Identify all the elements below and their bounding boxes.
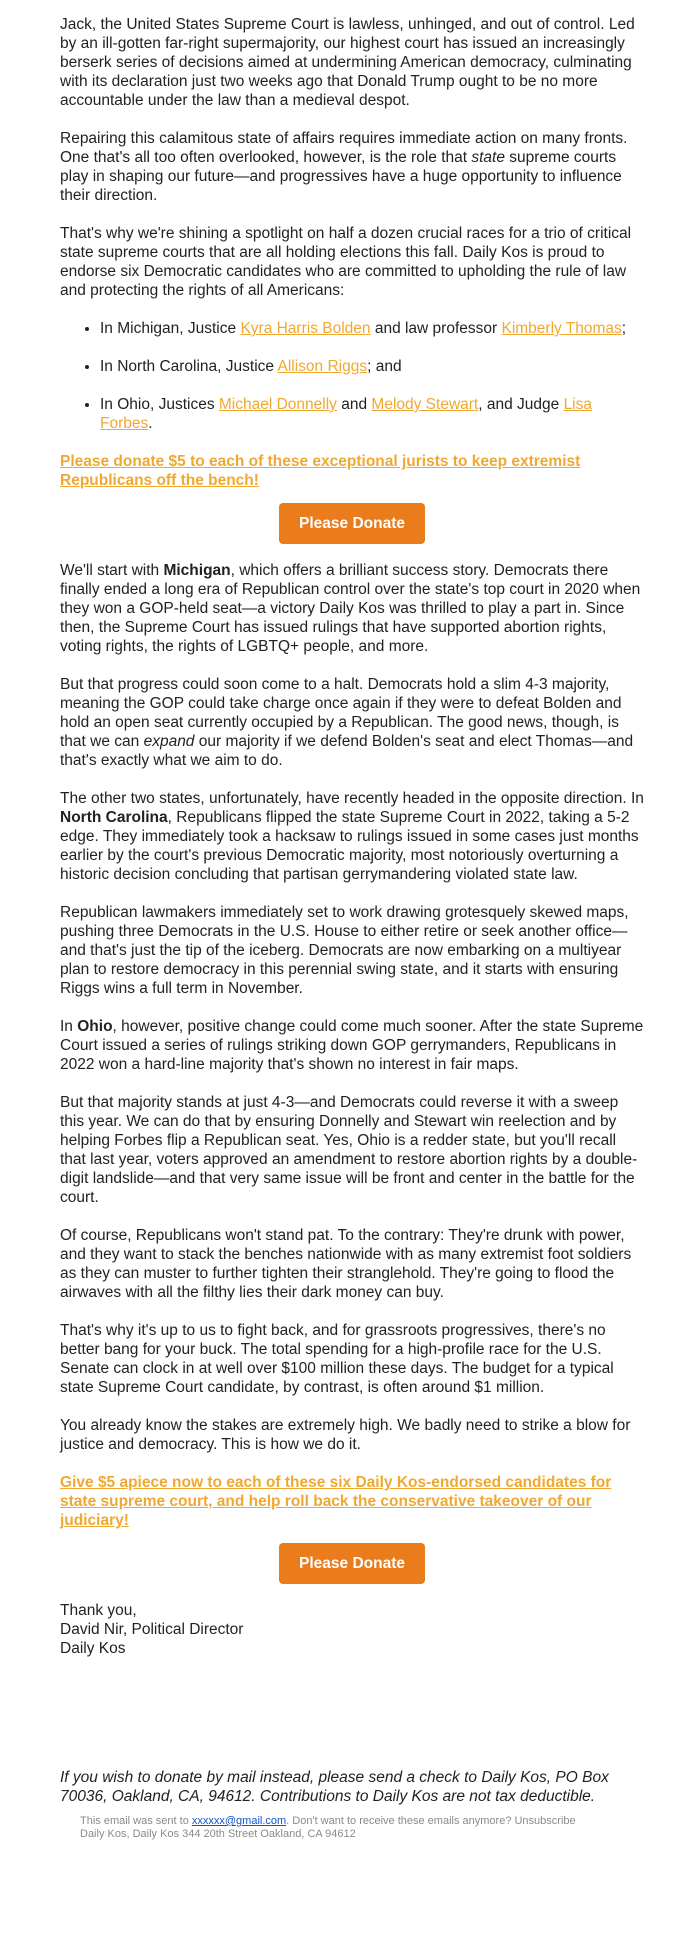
intro-paragraph-1: Jack, the United States Supreme Court is lawless, unhinged, and out of control. Led by an ill-gotten far-right supermajority, our highest court has issued an increasingly berserk series of decisions aimed at undermining American democracy, culminating with its declaration just two weeks ago that Donald Trump ought to be no more accountable under the law than a medieval despot. <box>60 16 635 109</box>
donate-by-mail-note: If you wish to donate by mail instead, please send a check to Daily Kos, PO Box 70036, Oakland, CA, 94612. Contributions to Daily Kos are not tax deductible. <box>60 1769 609 1805</box>
please-donate-button-1[interactable]: Please Donate <box>279 503 425 544</box>
fight-back-paragraph: That's why it's up to us to fight back, and for grassroots progressives, there's no better bang for your buck. The total spending for a high-profile race for the U.S. Senate can clock in at well over $100 million these days. The budget for a typical state Supreme Court candidate, by contrast, is often around $1 million. <box>60 1322 614 1396</box>
recipient-email-link[interactable]: xxxxxx@gmail.com <box>191 1815 287 1827</box>
endorsed-races-list <box>60 319 644 433</box>
ohio-paragraph: In Ohio, however, positive change could come much sooner. After the state Supreme Court issued a series of rulings striking down GOP gerrymanders, Republicans in 2022 won a hard-line majority that's shown no interest in fair maps. <box>60 1018 644 1073</box>
footer-sent-to: This email was sent to xxxxxx@gmail.com. Don't want to receive these emails anymore? Unsubscribe <box>80 1815 576 1827</box>
signoff <box>60 1601 644 1658</box>
candidate-link-donnelly[interactable]: Michael Donnelly <box>218 396 337 413</box>
donate-cta-link-2[interactable]: Give $5 apiece now to each of these six Daily Kos-endorsed candidates for state supreme court, and help roll back the conservative takeover of our judiciary! <box>60 1474 612 1529</box>
signoff-organization: Daily Kos <box>60 1640 126 1657</box>
stakes-paragraph: You already know the stakes are extremely high. We badly need to strike a blow for justice and democracy. This is how we do it. <box>60 1417 631 1453</box>
intro-paragraph-3: That's why we're shining a spotlight on half a dozen crucial races for a trio of critical state supreme courts that are all holding elections this fall. Daily Kos is proud to endorse six Democratic candidates who are committed to upholding the rule of law and protecting the rights of all Americans: <box>60 225 632 299</box>
signoff-author: David Nir, Political Director <box>60 1621 244 1638</box>
republicans-paragraph: Of course, Republicans won't stand pat. To the contrary: They're drunk with power, and they want to stack the benches nationwide with as many extremist foot soldiers as they can muster to further tighten their stranglehold. They're going to flood the airwaves with all the filthy lies their dark money can buy. <box>60 1227 632 1301</box>
footer-address: Daily Kos, Daily Kos 344 20th Street Oakland, CA 94612 <box>80 1828 356 1840</box>
maps-paragraph: Republican lawmakers immediately set to work drawing grotesquely skewed maps, pushing three Democrats in the U.S. House to either retire or seek another office—and that's just the tip of the iceberg. Democrats are now embarking on a multiyear plan to restore democracy in this perennial swing state, and it starts with ensuring Riggs wins a full term in November. <box>60 904 629 997</box>
email-footer <box>80 1815 644 1841</box>
candidate-link-thomas[interactable]: Kimberly Thomas <box>501 320 622 337</box>
intro-paragraph-2: Repairing this calamitous state of affairs requires immediate action on many fronts. One that's all too often overlooked, however, is the role that state supreme courts play in shaping our future—and progressives have a huge opportunity to influence their direction. <box>60 130 628 204</box>
list-item-michigan: • In Michigan, Justice Kyra Harris Bolden and law professor Kimberly Thomas; <box>100 319 644 338</box>
candidate-link-stewart[interactable]: Melody Stewart <box>371 396 479 413</box>
candidate-link-riggs[interactable]: Allison Riggs <box>277 358 368 375</box>
please-donate-button-2[interactable]: Please Donate <box>279 1543 425 1584</box>
north-carolina-paragraph: The other two states, unfortunately, have recently headed in the opposite direction. In North Carolina, Republicans flipped the state Supreme Court in 2022, taking a 5-2 edge. They immediately took a hacksaw to rulings issued in some cases just months earlier by the court's previous Democratic majority, most notoriously overturning a historic decision concluding that partisan gerrymandering violated state law. <box>60 790 644 883</box>
unsubscribe-text[interactable]: . Don't want to receive these emails anymore? Unsubscribe <box>286 1815 576 1827</box>
email-body <box>60 0 644 1841</box>
candidate-link-forbes[interactable]: Lisa Forbes <box>100 396 592 432</box>
ohio-majority-paragraph: But that majority stands at just 4-3—and Democrats could reverse it with a sweep this year. We can do that by ensuring Donnelly and Stewart win reelection and by helping Forbes flip a Republican seat. Yes, Ohio is a redder state, but you'll recall that last year, voters approved an amendment to restore abortion rights by a double-digit landslide—and that very same issue will be front and center in the battle for the court. <box>60 1094 638 1206</box>
candidate-link-bolden[interactable]: Kyra Harris Bolden <box>240 320 371 337</box>
michigan-paragraph: We'll start with Michigan, which offers a brilliant success story. Democrats there finally ended a long era of Republican control over the state's top court in 2020 when they won a GOP-held seat—a victory Daily Kos was thrilled to play a part in. Since then, the Supreme Court has issued rulings that have supported abortion rights, voting rights, the rights of LGBTQ+ people, and more. <box>60 562 641 655</box>
donate-button-row-2 <box>60 1543 644 1584</box>
donate-cta-link-1[interactable]: Please donate $5 to each of these exceptional jurists to keep extremist Republicans off the bench! <box>60 453 581 489</box>
signoff-thanks: Thank you, <box>60 1602 137 1619</box>
donate-button-row-1 <box>60 503 644 544</box>
list-item-north-carolina: • In North Carolina, Justice Allison Riggs; and <box>100 357 644 376</box>
michigan-majority-paragraph: But that progress could soon come to a halt. Democrats hold a slim 4-3 majority, meaning the GOP could take charge once again if they were to defeat Bolden and hold an open seat currently occupied by a Republican. The good news, though, is that we can expand our majority if we defend Bolden's seat and elect Thomas—and that's exactly what we aim to do. <box>60 676 634 769</box>
list-item-ohio: • In Ohio, Justices Michael Donnelly and Melody Stewart, and Judge Lisa Forbes. <box>100 395 644 433</box>
spacer <box>60 1658 644 1768</box>
